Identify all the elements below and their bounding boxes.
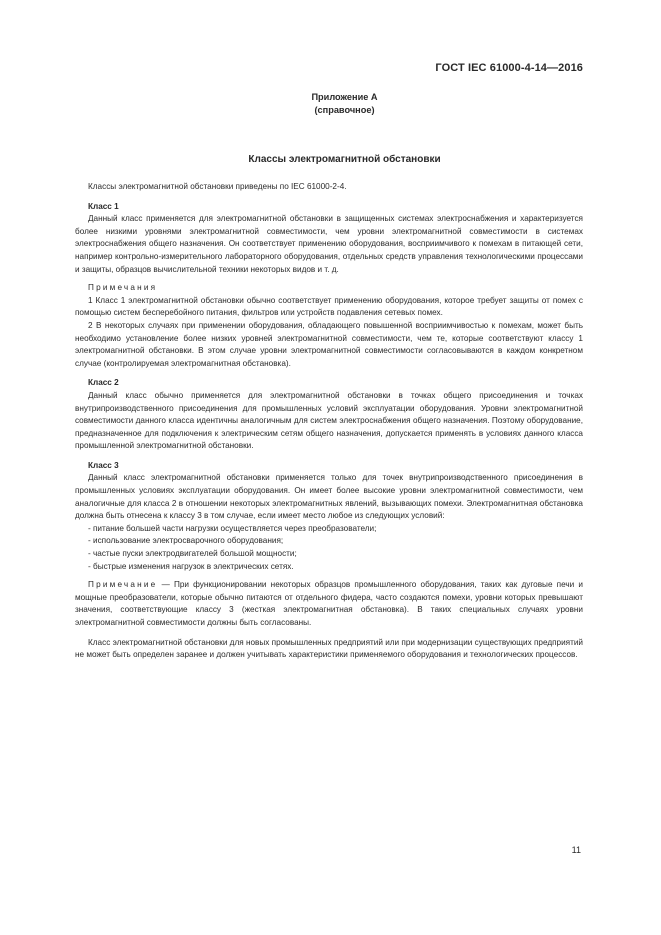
class3-list-item: - частые пуски электродвигателей большой мощности; <box>88 549 297 559</box>
closing-paragraph: Класс электромагнитной обстановки для новых промышленных предприятий или при модернизации существующих предприятий не может быть определен заранее и должен учитывать характеристики применяемого оборудования и технологических процессов. <box>75 637 583 660</box>
annex-title: Приложение А <box>311 92 378 102</box>
class3-heading: Класс 3 <box>88 460 119 470</box>
class1-notes-heading: Примечания <box>88 283 158 293</box>
annex-heading <box>0 91 661 117</box>
intro-paragraph: Классы электромагнитной обстановки приведены по IEC 61000-2-4. <box>88 182 347 191</box>
class1-note-2: 2 В некоторых случаях при применении оборудования, обладающего повышенной восприимчивостью к помехам, может быть необходимо установление более низких уровней электромагнитной совместимости, чем те, которые соответствуют классу 1 электромагнитной обстановки. В этом случае уровни электромагнитной совместимости согласовываются в каждом конкретном случае (контролируемая электромагнитная обстановка). <box>75 320 583 368</box>
class2-text: Данный класс обычно применяется для электромагнитной обстановки в точках общего присоединения и точках внутрипроизводственного присоединения для промышленных условий эксплуатации оборудования. Уровни электромагнитной совместимости данного класса идентичны аналогичным для систем электроснабжения общего назначения. Поэтому оборудование, предназначенное для подключения к электрическим сетям общего назначения, допускается применять в условиях данного класса промышленной электромагнитной обстановки. <box>75 390 583 451</box>
document-body <box>75 181 583 662</box>
page-number: 11 <box>571 845 581 855</box>
class2-heading: Класс 2 <box>88 378 119 388</box>
class3-list-item: - быстрые изменения нагрузок в электрических сетях. <box>88 561 294 571</box>
class3-list-item: - питание большей части нагрузки осуществляется через преобразователи; <box>88 523 377 533</box>
class3-note <box>75 579 583 629</box>
class1-heading: Класс 1 <box>88 201 119 211</box>
class3-note-text: — При функционировании некоторых образцов промышленного оборудования, таких как дуговые печи и мощные преобразователи, которые обычно питаются от отдельного фидера, часто создаются помехи, уровни которых превышают значения, соответствующие классу 3 (жесткая электромагнитная обстановка). В таких специальных случаях уровни электромагнитной совместимости должны быть согласованы. <box>75 580 583 627</box>
class3-text: Данный класс электромагнитной обстановки применяется только для точек внутрипроизводственного присоединения в промышленных условиях эксплуатации оборудования. Он имеет более высокие уровни электромагнитной совместимости, чем аналогичные для класса 2 в отношении некоторых электромагнитных явлений, вызывающих помехи. Электромагнитная обстановка должна быть отнесена к классу 3 в том случае, если имеет место любое из следующих условий: <box>75 473 583 521</box>
class1-note-1: 1 Класс 1 электромагнитной обстановки обычно соответствует применению оборудования, которое требует защиты от помех с помощью систем бесперебойного питания, фильтров или устройств подавления сетевых помех. <box>75 295 583 318</box>
class1-text: Данный класс применяется для электромагнитной обстановки в защищенных системах электроснабжения и характеризуется более низкими уровнями электромагнитной совместимости, чем уровни электромагнитной совместимости в системах электроснабжения общего назначения. Он соответствует применению оборудования, восприимчивого к помехам в питающей сети, например контрольно-измерительного лабораторного оборудования, отдельных средств управления технологическими процессами и защиты, образцов вычислительной техники некоторых видов и т. д. <box>75 214 583 274</box>
class3-list-item: - использование электросварочного оборудования; <box>88 536 284 546</box>
standard-id: ГОСТ IEC 61000-4-14—2016 <box>435 62 583 74</box>
class3-note-label: Примечание <box>88 580 158 590</box>
page-title: Классы электромагнитной обстановки <box>248 154 441 165</box>
annex-type: (справочное) <box>314 105 375 115</box>
